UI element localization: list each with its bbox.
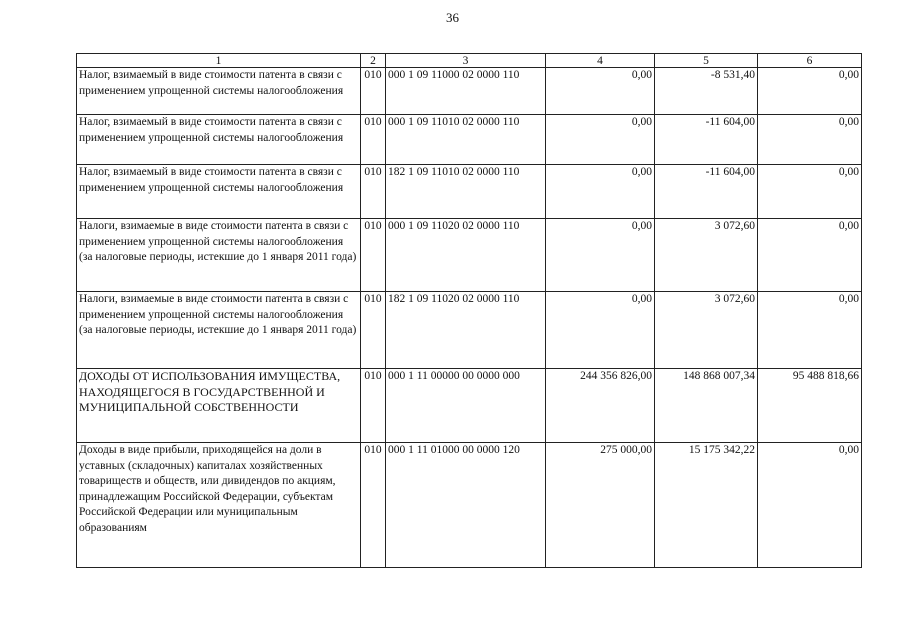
row-value-col6: 0,00 bbox=[758, 219, 862, 292]
table-row bbox=[77, 292, 862, 369]
budget-table bbox=[76, 53, 862, 568]
table-row bbox=[77, 115, 862, 165]
row-value-col5: 15 175 342,22 bbox=[655, 443, 758, 568]
row-name: Налог, взимаемый в виде стоимости патента в связи с применением упрощенной системы налогообложения bbox=[77, 68, 361, 115]
row-line-code: 010 bbox=[361, 68, 386, 115]
table-row bbox=[77, 443, 862, 568]
row-budget-code: 000 1 09 11020 02 0000 110 bbox=[386, 219, 546, 292]
row-budget-code: 000 1 11 00000 00 0000 000 bbox=[386, 369, 546, 443]
column-header-5: 5 bbox=[655, 54, 758, 68]
row-line-code: 010 bbox=[361, 292, 386, 369]
row-value-col6: 0,00 bbox=[758, 165, 862, 219]
table-row bbox=[77, 68, 862, 115]
table-row bbox=[77, 219, 862, 292]
row-value-col4: 275 000,00 bbox=[546, 443, 655, 568]
column-header-3: 3 bbox=[386, 54, 546, 68]
row-line-code: 010 bbox=[361, 219, 386, 292]
row-line-code: 010 bbox=[361, 165, 386, 219]
row-name: Налог, взимаемый в виде стоимости патента в связи с применением упрощенной системы налогообложения bbox=[77, 115, 361, 165]
row-value-col5: 3 072,60 bbox=[655, 292, 758, 369]
row-value-col5: -8 531,40 bbox=[655, 68, 758, 115]
row-value-col5: -11 604,00 bbox=[655, 165, 758, 219]
row-line-code: 010 bbox=[361, 115, 386, 165]
row-value-col4: 0,00 bbox=[546, 219, 655, 292]
row-name: Налоги, взимаемые в виде стоимости патента в связи с применением упрощенной системы налогообложения (за налоговые периоды, истекшие до 1 января 2011 года) bbox=[77, 219, 361, 292]
row-value-col6: 0,00 bbox=[758, 292, 862, 369]
row-name: Доходы в виде прибыли, приходящейся на доли в уставных (складочных) капиталах хозяйственных товариществ и обществ, или дивидендов по акциям, принадлежащим Российской Федерации, субъектам Российской Федерации или муниципальным образованиям bbox=[77, 443, 361, 568]
row-value-col4: 244 356 826,00 bbox=[546, 369, 655, 443]
row-budget-code: 182 1 09 11020 02 0000 110 bbox=[386, 292, 546, 369]
row-value-col5: 148 868 007,34 bbox=[655, 369, 758, 443]
column-header-2: 2 bbox=[361, 54, 386, 68]
page-number: 36 bbox=[446, 10, 459, 25]
row-value-col5: -11 604,00 bbox=[655, 115, 758, 165]
column-header-6: 6 bbox=[758, 54, 862, 68]
row-value-col5: 3 072,60 bbox=[655, 219, 758, 292]
row-value-col4: 0,00 bbox=[546, 68, 655, 115]
table-row bbox=[77, 165, 862, 219]
column-header-1: 1 bbox=[77, 54, 361, 68]
row-line-code: 010 bbox=[361, 369, 386, 443]
row-budget-code: 000 1 09 11010 02 0000 110 bbox=[386, 115, 546, 165]
row-budget-code: 000 1 11 01000 00 0000 120 bbox=[386, 443, 546, 568]
header-row bbox=[77, 54, 862, 68]
row-value-col4: 0,00 bbox=[546, 165, 655, 219]
row-budget-code: 182 1 09 11010 02 0000 110 bbox=[386, 165, 546, 219]
row-name: Налог, взимаемый в виде стоимости патента в связи с применением упрощенной системы налогообложения bbox=[77, 165, 361, 219]
row-value-col6: 0,00 bbox=[758, 115, 862, 165]
row-value-col6: 95 488 818,66 bbox=[758, 369, 862, 443]
row-budget-code: 000 1 09 11000 02 0000 110 bbox=[386, 68, 546, 115]
table-row bbox=[77, 369, 862, 443]
row-line-code: 010 bbox=[361, 443, 386, 568]
column-header-4: 4 bbox=[546, 54, 655, 68]
row-name: Налоги, взимаемые в виде стоимости патента в связи с применением упрощенной системы налогообложения (за налоговые периоды, истекшие до 1 января 2011 года) bbox=[77, 292, 361, 369]
row-value-col4: 0,00 bbox=[546, 115, 655, 165]
row-value-col4: 0,00 bbox=[546, 292, 655, 369]
row-name: ДОХОДЫ ОТ ИСПОЛЬЗОВАНИЯ ИМУЩЕСТВА, НАХОДЯЩЕГОСЯ В ГОСУДАРСТВЕННОЙ И МУНИЦИПАЛЬНОЙ СОБСТВЕННОСТИ bbox=[77, 369, 361, 443]
row-value-col6: 0,00 bbox=[758, 443, 862, 568]
row-value-col6: 0,00 bbox=[758, 68, 862, 115]
